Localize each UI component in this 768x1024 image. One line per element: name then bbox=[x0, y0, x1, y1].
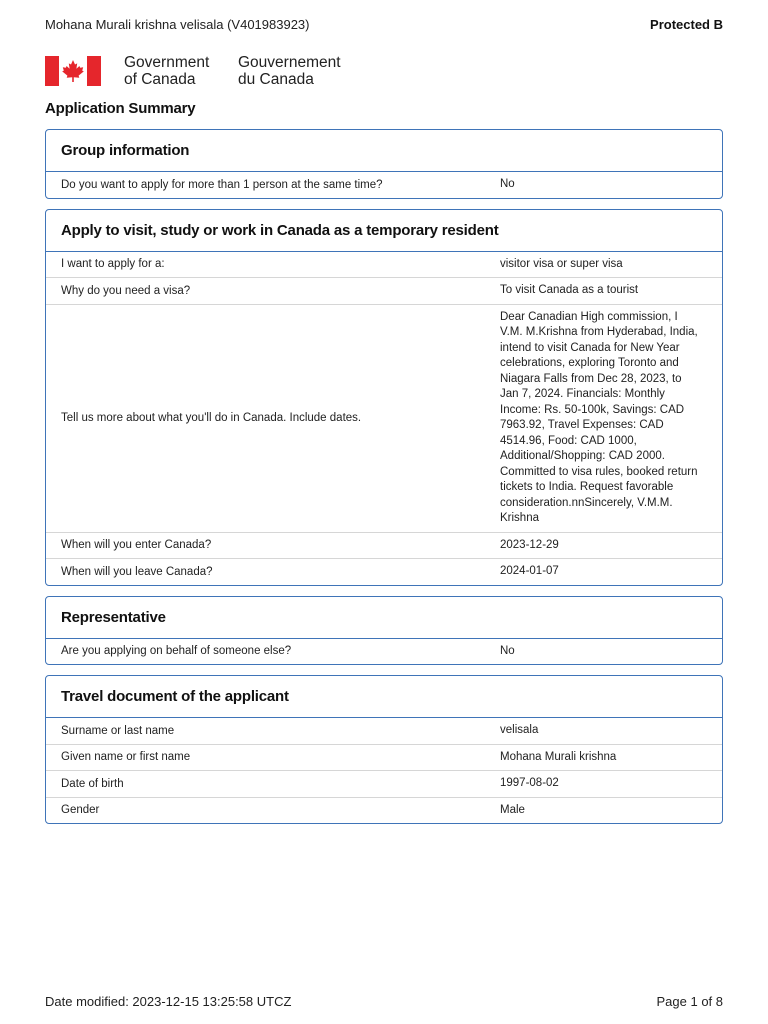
wordmark-french bbox=[238, 54, 368, 88]
wordmark-en-line2: of Canada bbox=[124, 71, 196, 88]
answer-cell: Male bbox=[500, 803, 525, 816]
table-row bbox=[46, 770, 722, 797]
section-header bbox=[46, 676, 722, 718]
question-cell: Date of birth bbox=[61, 777, 124, 790]
question-cell: Tell us more about what you'll do in Canada. Include dates. bbox=[61, 412, 362, 424]
answer-cell: 2023-12-29 bbox=[500, 538, 559, 551]
answer-cell: No bbox=[500, 178, 515, 190]
table-row bbox=[46, 304, 722, 532]
table-row bbox=[46, 252, 722, 278]
answer-cell: visitor visa or super visa bbox=[500, 257, 623, 270]
question-cell: Given name or first name bbox=[61, 751, 191, 764]
wordmark-fr-line2: du Canada bbox=[238, 71, 314, 88]
question-cell: Surname or last name bbox=[61, 724, 175, 737]
government-of-canada-logo bbox=[45, 54, 368, 88]
document-header bbox=[45, 15, 723, 33]
answer-cell: velisala bbox=[500, 724, 539, 736]
section-title: Group information bbox=[61, 142, 190, 159]
answer-cell: Dear Canadian High commission, I V.M. M.Krishna from Hyderabad, India, intend to visit Canada for New Year celebrations, exploring Toronto and Niagara Falls from Dec 28, 2023, to Jan 7, 2024. Financials: Monthly Income: Rs. 50-100k, Savings: CAD 7963.92, Travel Expenses: CAD 4514.96, Food: CAD 1000, Additional/Shopping: CAD 2000. Committed to visa rules, booked return tickets to India. Request favorable consideration.nnSincerely, V.M.M. Krishna bbox=[500, 310, 698, 524]
page-title: Application Summary bbox=[45, 100, 196, 117]
section-header bbox=[46, 130, 722, 172]
question-cell: Do you want to apply for more than 1 person at the same time? bbox=[61, 178, 383, 191]
answer-cell: To visit Canada as a tourist bbox=[500, 284, 639, 296]
table-row bbox=[46, 172, 722, 198]
answer-cell: 2024-01-07 bbox=[500, 565, 559, 577]
section-travel-document bbox=[45, 675, 723, 824]
wordmark-english bbox=[124, 54, 236, 88]
security-classification: Protected B bbox=[650, 16, 723, 32]
answer-cell: No bbox=[500, 644, 515, 657]
table-row bbox=[46, 532, 722, 559]
summary-sections bbox=[45, 129, 723, 834]
wordmark-en-line1: Government bbox=[124, 54, 210, 71]
section-body bbox=[46, 252, 722, 585]
table-row bbox=[46, 797, 722, 824]
date-modified: Date modified: 2023-12-15 13:25:58 UTCZ bbox=[45, 993, 292, 1009]
question-cell: Gender bbox=[61, 804, 100, 817]
question-cell: Why do you need a visa? bbox=[61, 284, 191, 297]
section-representative bbox=[45, 596, 723, 666]
page-number: Page 1 of 8 bbox=[656, 993, 723, 1009]
answer-cell: Mohana Murali krishna bbox=[500, 750, 617, 763]
document-footer bbox=[45, 992, 723, 1010]
table-row bbox=[46, 639, 722, 665]
table-row bbox=[46, 558, 722, 585]
question-cell: I want to apply for a: bbox=[61, 258, 165, 271]
section-title: Travel document of the applicant bbox=[61, 688, 289, 705]
section-title: Representative bbox=[61, 608, 166, 626]
canada-flag-icon bbox=[45, 56, 101, 86]
section-body bbox=[46, 718, 722, 823]
wordmark-fr-line1: Gouvernement bbox=[238, 54, 341, 71]
section-body bbox=[46, 639, 722, 665]
section-group-information bbox=[45, 129, 723, 199]
question-cell: When will you leave Canada? bbox=[61, 565, 213, 578]
question-cell: Are you applying on behalf of someone else? bbox=[61, 645, 292, 658]
table-row bbox=[46, 277, 722, 304]
table-row bbox=[46, 718, 722, 744]
section-header bbox=[46, 210, 722, 252]
question-cell: When will you enter Canada? bbox=[61, 539, 212, 552]
section-temporary-resident bbox=[45, 209, 723, 586]
section-body bbox=[46, 172, 722, 198]
applicant-name-id: Mohana Murali krishna velisala (V401983923) bbox=[45, 16, 310, 32]
section-title: Apply to visit, study or work in Canada as a temporary resident bbox=[61, 221, 499, 239]
section-header bbox=[46, 597, 722, 639]
answer-cell: 1997-08-02 bbox=[500, 777, 559, 789]
table-row bbox=[46, 744, 722, 771]
